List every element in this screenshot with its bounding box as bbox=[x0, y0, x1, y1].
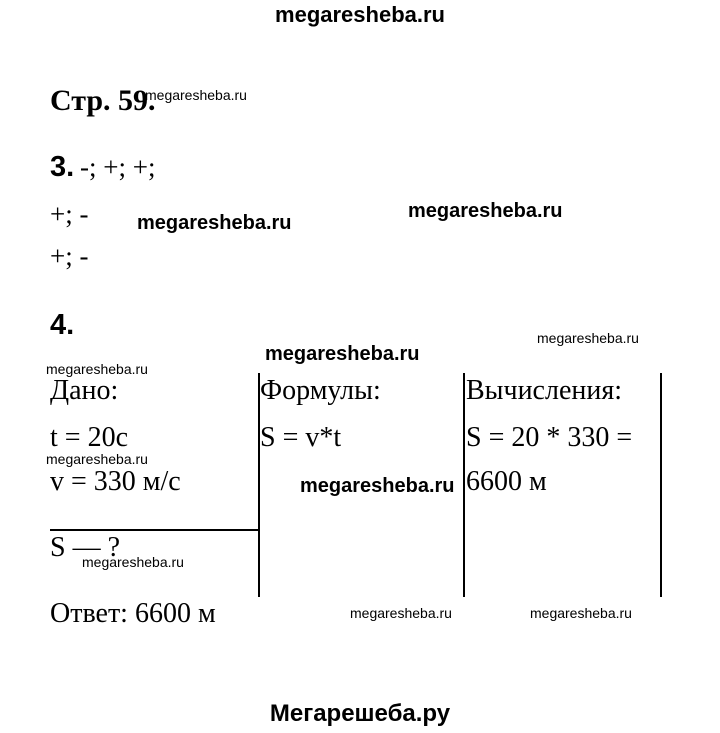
task-3-number: 3. bbox=[50, 151, 75, 183]
table-divider-2 bbox=[463, 373, 465, 597]
task-3-line-1: -; +; +; bbox=[80, 152, 156, 182]
watermark: megaresheba.ru bbox=[145, 87, 247, 103]
table-divider-3 bbox=[660, 373, 662, 597]
task-3-line-3: +; - bbox=[50, 241, 89, 271]
given-item-speed: v = 330 м/с bbox=[50, 466, 181, 497]
watermark: megaresheba.ru bbox=[265, 343, 420, 365]
watermark: megaresheba.ru bbox=[46, 451, 148, 467]
watermark: megaresheba.ru bbox=[350, 605, 452, 621]
task-4-number: 4. bbox=[50, 309, 75, 341]
calculations-header: Вычисления: bbox=[466, 375, 623, 406]
formula-item: S = v*t bbox=[260, 422, 342, 453]
watermark: megaresheba.ru bbox=[137, 212, 292, 234]
given-item-time: t = 20c bbox=[50, 422, 128, 453]
answer-text: Ответ: 6600 м bbox=[50, 598, 216, 629]
page-label: Стр. 59. bbox=[50, 84, 156, 117]
watermark: megaresheba.ru bbox=[408, 200, 563, 222]
formulas-header: Формулы: bbox=[260, 375, 381, 406]
watermark: megaresheba.ru bbox=[82, 554, 184, 570]
watermark: megaresheba.ru bbox=[300, 475, 455, 497]
watermark: megaresheba.ru bbox=[537, 330, 639, 346]
given-header: Дано: bbox=[50, 375, 119, 406]
calculation-line-2: 6600 м bbox=[466, 466, 547, 497]
find-item: S — ? bbox=[50, 532, 120, 563]
task-3-line-2: +; - bbox=[50, 199, 89, 229]
site-footer-title: Мегарешеба.ру bbox=[269, 700, 451, 727]
calculation-line-1: S = 20 * 330 = bbox=[466, 422, 633, 453]
site-header-title: megaresheba.ru bbox=[275, 2, 445, 27]
given-separator-line bbox=[50, 529, 259, 531]
watermark: megaresheba.ru bbox=[46, 361, 148, 377]
watermark: megaresheba.ru bbox=[530, 605, 632, 621]
